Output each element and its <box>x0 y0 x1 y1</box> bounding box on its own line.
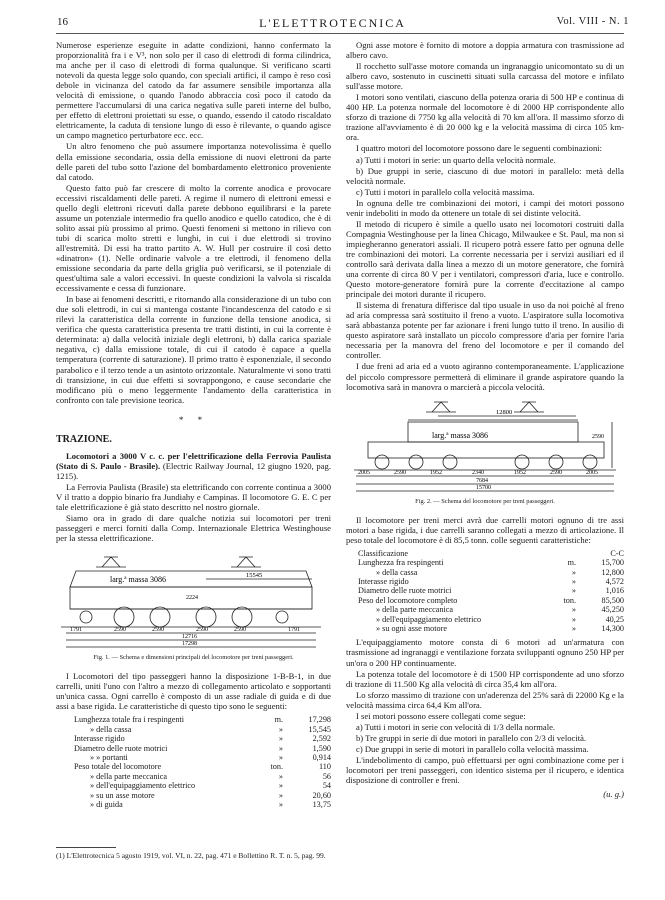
locomotive-diagram-freight <box>346 398 624 493</box>
label-dimension: 2590 <box>234 627 246 634</box>
option-item: a) Tutti i motori in serie con velocità di 1/3 della normale. <box>356 721 556 732</box>
spec-row <box>346 605 624 614</box>
paragraph: Lo sforzo massimo di trazione con un'aderenza del 25% sarà di 22000 Kg e la velocità massima circa 64,4 Km all'ora. <box>346 689 624 710</box>
pantograph-left <box>96 557 126 567</box>
paragraph: Siamo ora in grado di dare qualche notizia sui locomotori per treni passeggeri e merci forniti dalla Comp. Internazionale Elettrica Westinghouse per la stessa elettrificazione. <box>56 513 331 544</box>
paragraph: I due freni ad aria ed a vuoto agiranno contemporaneamente. L'applicazione del piccolo compressore permetterà di eliminare il grande aspiratore quando la locomotiva sarà in manovra o marcierà a piccola velocità. <box>346 361 624 392</box>
label-mass: larg.ª massa 3086 <box>432 430 489 440</box>
volume-info: Vol. VIII - N. 1 <box>556 16 629 27</box>
spec-unit: » <box>571 586 576 596</box>
spec-label: » della parte meccanica <box>376 605 454 615</box>
spec-row <box>346 596 624 605</box>
label-dimension: 2224 <box>186 595 198 602</box>
label-dimension: 2005 <box>586 469 598 476</box>
figure-2 <box>346 398 624 493</box>
spec-value: 85,500 <box>601 595 624 605</box>
spec-label: Peso totale del locomotore <box>74 762 162 772</box>
spec-value: 12,800 <box>601 567 624 577</box>
paragraph: In ognuna delle tre combinazioni dei motori, i campi dei motori possono venir indeboliti in modo da ottenere un totale di sei distinte velocità. <box>346 197 624 218</box>
label-dimension: 2005 <box>358 469 370 476</box>
spec-row <box>346 558 624 567</box>
spec-row <box>346 624 624 633</box>
wheel <box>276 611 288 623</box>
paragraph: I Locomotori del tipo passeggeri hanno la disposizione 1-B-B-1, in due carrelli, uniti l'uno con l'altro a mezzo di collegamento articolato e sopportanti un'unica cassa. Ogni carrello è composto di un asse radiale di guida e di due assi a base rigida. Le caratteristiche di questo tipo sono le seguenti: <box>56 671 331 712</box>
spec-row <box>56 762 331 771</box>
footnote-rule <box>56 847 116 848</box>
paragraph: Un altro fenomeno che può assumere importanza notevolissima è quello della emissione secondaria, ossia della emissione di nuovi elettroni da parte delle pareti del tubo sotto l'azione del bombardamento elettronico proveniente dal catodo. <box>56 141 331 182</box>
locomotive-frame <box>368 442 604 458</box>
section-heading: TRAZIONE. <box>56 433 112 445</box>
figure-1 <box>56 549 331 649</box>
label-dimension: 17298 <box>182 641 197 648</box>
spec-row <box>56 734 331 743</box>
spec-row <box>56 725 331 734</box>
wheel <box>150 607 170 627</box>
spec-unit: ton. <box>563 595 576 605</box>
spec-unit: m. <box>567 558 576 568</box>
left-column <box>56 40 331 814</box>
page-header <box>0 16 665 30</box>
spec-value: 13,75 <box>312 800 331 810</box>
label-dimension: 2590 <box>550 469 562 476</box>
spec-row <box>56 715 331 724</box>
label-dimension: 2590 <box>394 469 406 476</box>
author-signature: (u. g.) <box>603 789 624 800</box>
article-source: (Electric Railway Journal, 12 giugno 1920, pag. 1215). <box>56 460 331 481</box>
label-dimension: 12716 <box>182 634 197 641</box>
label-dimension: 1952 <box>430 469 442 476</box>
spec-label: » della parte meccanica <box>90 771 168 781</box>
spec-value: 2,592 <box>312 734 331 744</box>
paragraph: L'equipaggiamento motore consta di 6 motori ad un'armatura con trasmissione ad ingranaggi e ventilazione forzata sviluppanti ognuno 250 HP per un'ora o 200 HP continuamente. <box>346 637 624 668</box>
spec-unit: » <box>571 624 576 634</box>
spec-unit: » <box>278 724 283 734</box>
spec-unit: » <box>571 605 576 615</box>
label-dimension: 2590 <box>114 627 126 634</box>
paragraph: Numerose esperienze eseguite in adatte condizioni, hanno confermato la proporzionalità fra i e V³, non solo per il caso di elettrodi di forma cilindrica, ma anche per il caso di elettrodi di forma qualunque. Si verificano scarti notevoli da questa legge solo quando, con speciali artifici, il campo è reso così debole in vicinanza del catodo da far assumere sensibile importanza alla velocità di emissione, o quando l'anodo abbraccia così poco il catodo da permettere l'accumularsi di una carica negativa sulle pareti interne del bulbo, per effetto di elettroni proiettati su esse, o quando, essendo il catodo riscaldato elettricamente, la caduta di tensione lungo di esso è rilevante, o quando agisce un campo magnetico perturbatore ecc. ecc. <box>56 40 331 141</box>
wheel <box>549 455 563 469</box>
spec-row <box>56 772 331 781</box>
section-separator: * * <box>178 414 209 425</box>
spec-row <box>346 615 624 624</box>
label-dimension: 2590 <box>196 627 208 634</box>
paragraph: Ogni asse motore è fornito di motore a doppia armatura con trasmissione ad albero cavo. <box>346 40 624 61</box>
spec-row <box>346 586 624 595</box>
paragraph: In base ai fenomeni descritti, e ritornando alla considerazione di un tubo con due soli elettrodi, in cui si mantenga costante l'incandescenza del catodo e si rilevi la caratteristica della corrente in funzione della tensione anodica, si verifica che questa caratteristica presenta tre tratti distinti, in cui la corrente è determinata: a) dalla velocità iniziale degli elettroni, b) dalla carica spaziale negativa, c) dalla emissione totale, di cui il catodo è capace a quella temperatura (corrente di saturazione). Il primo tratto è esponenziale, il secondo parabolico e il terzo tende a un asintoto orizzontale. Naturalmente vi sono tratti di transizione, in cui due effetti si sovrappongono, e cause secondarie che modificano più o meno leggermente l'andamento della caratteristica in confronto con tale previsione teorica. <box>56 294 331 405</box>
figure-caption: Fig. 1. — Schema e dimensioni principali del locomotore per treni passeggeri. <box>93 654 294 662</box>
spec-value: 15,545 <box>308 724 331 734</box>
paragraph: La potenza totale del locomotore è di 1500 HP corrispondente ad uno sforzo di trazione di 11.500 Kg alla velocità di circa 35,4 km all'ora. <box>346 668 624 689</box>
spec-unit: » <box>571 567 576 577</box>
spec-label: Peso del locomotore completo <box>358 595 458 605</box>
wheel <box>196 607 216 627</box>
spec-unit: m. <box>274 715 283 725</box>
wheel <box>80 611 92 623</box>
wheel <box>409 455 423 469</box>
option-item: c) Due gruppi in serie di motori in parallelo colla velocità massima. <box>356 743 589 754</box>
spec-row <box>56 800 331 809</box>
label-dimension: 1791 <box>288 627 300 634</box>
spec-value: 1,016 <box>605 586 624 596</box>
spec-value: 54 <box>322 781 331 791</box>
spec-unit: » <box>278 753 283 763</box>
option-item: a) Tutti i motori in serie: un quarto della velocità normale. <box>356 154 556 165</box>
spec-unit: » <box>571 614 576 624</box>
footnote-text: (1) L'Elettrotecnica 5 agosto 1919, vol. VI, n. 22, pag. 471 e Bollettino R. T. n. 5, pag. 99. <box>56 851 326 860</box>
spec-label: » » portanti <box>90 753 128 763</box>
spec-label: Interasse rigido <box>358 577 409 586</box>
spec-unit: » <box>278 743 283 753</box>
spec-value: 110 <box>319 762 331 772</box>
label-dimension: 12800 <box>496 408 513 416</box>
spec-value: 4,572 <box>605 577 624 586</box>
spec-value: 20,60 <box>312 790 331 800</box>
paragraph: I quattro motori del locomotore possono dare le seguenti combinazioni: <box>356 143 603 154</box>
paragraph: Il rocchetto sull'asse motore comanda un ingranaggio unicomontato su di un albero cavo, sostenuto in cuscinetti situati sulla carcassa del motore e infilato sull'asse motore. <box>346 61 624 92</box>
spec-label: » su ogni asse motore <box>376 624 447 634</box>
paragraph: I motori sono ventilati, ciascuno della potenza oraria di 500 HP e continua di 400 HP. La potenza normale del locomotore è di 2000 HP corrispondente allo sforzo di trazione di 7750 kg alla velocità di 70 km all'ora. Il massimo sforzo di trazione all'avviamento è di 20 000 kg e la velocità massima di circa 105 km-ora. <box>346 92 624 143</box>
option-item: c) Tutti i motori in parallelo colla velocità massima. <box>356 186 535 197</box>
right-column <box>346 40 624 799</box>
spec-value: 0,914 <box>312 753 331 763</box>
spec-value: 15,700 <box>601 558 624 568</box>
wheel <box>515 455 529 469</box>
spec-table-freight <box>346 549 624 634</box>
spec-value: C-C <box>610 548 624 558</box>
spec-unit: » <box>278 734 283 744</box>
label-dimension: 2590 <box>592 433 604 440</box>
option-item: b) Tre gruppi in serie di due motori in parallelo con 2/3 di velocità. <box>356 732 587 743</box>
spec-unit: » <box>278 790 283 800</box>
spec-value: 40,25 <box>605 614 624 624</box>
label-dimension: 1791 <box>70 627 82 634</box>
label-dimension: 7684 <box>476 477 488 484</box>
paragraph: Questo fatto può far crescere di molto la corrente anodica e provocare eccessivi riscaldamenti delle pareti. A regime il numero di elettroni emessi e quello degli elettroni ricevuti dalla parete debbono equilibrarsi e la parete assume un potenziale intermedio fra quello anodico e quello catodico, che è di solito assai più prossimo al primo. Questi fenomeni si mettono in rilievo con tubi di scarica molto stretti e lunghi, in cui i due elettrodi si trovino all'estremità. Di essi ha tratto partito A. W. Hull per costruire il così detto «dinatron» (1). Nelle ordinarie valvole a tre elettrodi, il fenomeno della emissione secondaria da parte della griglia può verificarsi, se il potenziale di quest'ultima sale a valori eccessivi. In queste condizioni la valvola si riscalda eccessivamente e cessa di funzionare. <box>56 182 331 294</box>
page-number: 16 <box>57 16 68 28</box>
wheel <box>443 455 457 469</box>
paragraph: L'indebolimento di campo, può effettuarsi per ogni combinazione come per i locomotori per treni passeggeri, con identico sistema per il ricupero, e identica disposizione di controller e freni. <box>346 754 624 786</box>
spec-label: Interasse rigido <box>74 734 125 744</box>
spec-unit: » <box>278 771 283 781</box>
spec-unit: » <box>278 781 283 791</box>
spec-label: » di guida <box>90 800 123 810</box>
pantograph-left <box>426 402 456 412</box>
paragraph: Il metodo di ricupero è simile a quello usato nei locomotori costruiti dalla Compagnia Westinghouse per la linea Chicago, Milwaukee e St. Paul, ma non si impiegheranno generatori assiali. Il ricupero potrà essere fatto per ognuna delle tre combinazioni dei motori. La corrente necessaria per i servizi ausiliari ed il controllo sarà derivata dalla linea a mezzo di un motore generatore, che fornirà una corrente di circa 80 V per i ventilatori, compressori d'aria, luce e controllo. Questo motore-generatore fornirà pure la corrente d'eccitazione al campo principale dei motori durante il ricupero. <box>346 218 624 300</box>
pantograph-right <box>514 402 544 412</box>
figure-caption: Fig. 2. — Schema del locomotore per treni passeggeri. <box>415 497 555 505</box>
option-item: b) Due gruppi in serie, ciascuno di due motori in parallelo: metà della velocità normale. <box>346 165 624 186</box>
spec-value: 14,300 <box>601 624 624 634</box>
spec-label: » della cassa <box>376 567 418 577</box>
label-dimension: 2590 <box>152 627 164 634</box>
label-dimension: 2340 <box>472 469 484 476</box>
spec-label: Diametro delle ruote motrici <box>358 586 452 596</box>
spec-value: 56 <box>322 771 331 781</box>
label-dimension: 15700 <box>476 484 491 491</box>
wheel <box>232 607 252 627</box>
spec-table-passenger <box>56 715 331 809</box>
spec-unit <box>546 549 582 558</box>
label-dimension: 1952 <box>514 469 526 476</box>
label-dimension: 15545 <box>246 572 263 580</box>
wheel <box>375 455 389 469</box>
article-title-text: Locomotori a 3000 V c. c. per l'elettrificazione della Ferrovia Paulista (Stato di S. Paulo - Brasile). <box>56 450 331 471</box>
spec-label: » dell'equipaggiamento elettrico <box>376 614 482 624</box>
spec-label: » su un asse motore <box>90 790 155 800</box>
spec-unit: » <box>571 577 576 586</box>
spec-value: 45,250 <box>601 605 624 615</box>
spec-row <box>346 549 624 558</box>
header-rule <box>56 33 624 34</box>
spec-unit: ton. <box>270 762 283 772</box>
spec-row <box>56 753 331 762</box>
spec-row <box>56 744 331 753</box>
spec-label: » della cassa <box>90 724 132 734</box>
paragraph: La Ferrovia Paulista (Brasile) sta elettrificando con corrente continua a 3000 V il tratto a doppio binario fra Jundiahy e Campinas. Il locomotore G. E. C per tale elettrificazione è già stato descritto nel nostro giornale. <box>56 481 331 513</box>
spec-row <box>346 568 624 577</box>
spec-row <box>346 577 624 586</box>
spec-label: Lunghezza totale fra i respingenti <box>74 715 185 725</box>
spec-value: 17,298 <box>308 715 331 725</box>
footnote <box>56 847 331 860</box>
spec-label: Diametro delle ruote motrici <box>74 743 168 753</box>
label-mass: larg.ª massa 3086 <box>110 575 167 585</box>
journal-title: L'ELETTROTECNICA <box>259 16 406 30</box>
wheel <box>583 455 597 469</box>
spec-unit: » <box>278 800 283 810</box>
spec-value: 1,590 <box>312 743 331 753</box>
paragraph: Il sistema di frenatura differisce dal tipo usuale in uso da noi poichè al freno ad aria compressa sarà sostituito il freno a vuoto. L'aspiratore sulla locomotiva sarà abbastanza potente per far azionare i freni lungo tutto il treno. In ausilio di questo aspiratore sarà installato un piccolo compressore d'aria per fornire l'aria necessaria per la manovra del freno del locomotore e per il comando del controller. <box>346 300 624 361</box>
spec-row <box>56 791 331 800</box>
paragraph: Il locomotore per treni merci avrà due carrelli motori ognuno di tre assi motori a base rigida, i due carrelli saranno collegati a mezzo di articolazione. Il peso totale del locomotore è di 85,5 tonn. colle seguenti caratteristiche: <box>346 514 624 545</box>
locomotive-diagram-passenger <box>56 549 331 649</box>
spec-label: » dell'equipaggiamento elettrico <box>90 781 196 791</box>
spec-row <box>56 781 331 790</box>
spec-label: Classificazione <box>358 548 409 558</box>
pantograph-right <box>231 557 261 567</box>
article-title <box>56 451 331 481</box>
wheel <box>114 607 134 627</box>
paragraph: I sei motori possono essere collegati come segue: <box>356 710 526 721</box>
spec-label: Lunghezza fra respingenti <box>358 558 444 568</box>
